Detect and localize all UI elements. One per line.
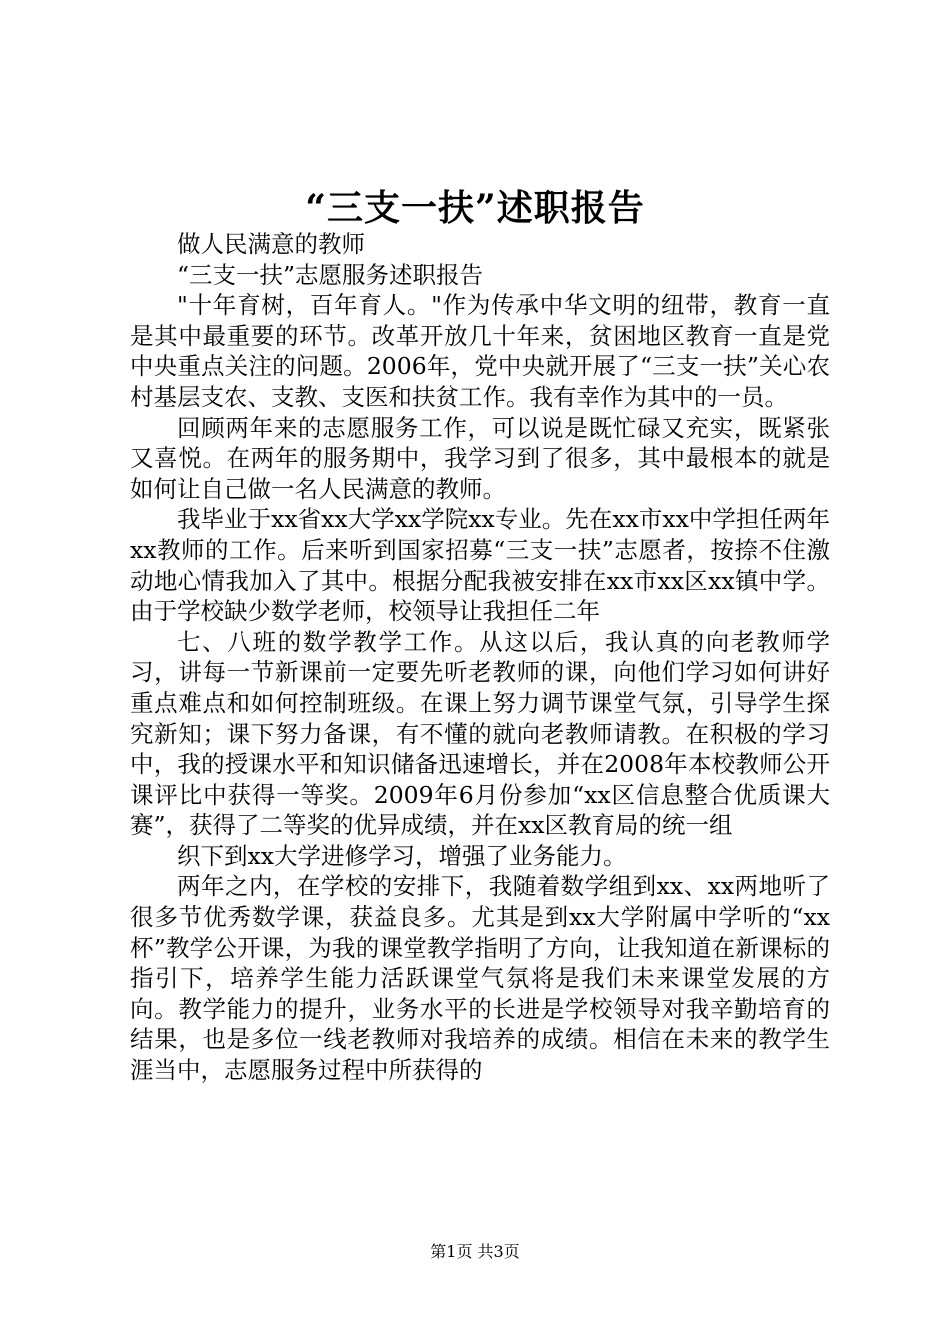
- paragraph-subtitle: 做人民满意的教师: [177, 230, 365, 258]
- paragraph-background: 我毕业于xx省xx大学xx学院xx专业。先在xx市xx中学担任两年xx教师的工作。后来听到国家招募“三支一扶”志愿者，按捺不住激动地心情我加入了其中。根据分配我被安排在xx市xx区xx镇中学。由于学校缺少数学老师，校领导让我担任二年: [130, 505, 830, 626]
- document-body: [130, 229, 830, 1086]
- paragraph-teaching: 七、八班的数学教学工作。从这以后，我认真的向老教师学习，讲每一节新课前一定要先听老教师的课，向他们学习如何讲好重点难点和如何控制班级。在课上努力调节课堂气氛，引导学生探究新知；课下努力备课，有不懂的就向老教师请教。在积极的学习中，我的授课水平和知识储备迅速增长，并在2008年本校教师公开课评比中获得一等奖。2009年6月份参加“xx区信息整合优质课大赛”，获得了二等奖的优异成绩，并在xx区教育局的统一组: [130, 627, 830, 840]
- paragraph-review: 回顾两年来的志愿服务工作，可以说是既忙碌又充实，既紧张又喜悦。在两年的服务期中，我学习到了很多，其中最根本的就是如何让自己做一名人民满意的教师。: [130, 413, 830, 503]
- document-title: “三支一扶”述职报告: [305, 187, 645, 229]
- paragraph-intro: "十年育树，百年育人。"作为传承中华文明的纽带，教育一直是其中最重要的环节。改革开放几十年来，贫困地区教育一直是党中央重点关注的问题。2006年，党中央就开展了“三支一扶”关心农村基层支农、支教、支医和扶贫工作。我有幸作为其中的一员。: [130, 291, 830, 411]
- paragraph-study: 织下到xx大学进修学习，增强了业务能力。: [177, 841, 627, 870]
- paragraph-growth: 两年之内，在学校的安排下，我随着数学组到xx、xx两地听了很多节优秀数学课，获益良多。尤其是到xx大学附属中学听的“xx杯”教学公开课，为我的课堂教学指明了方向，让我知道在新课标的指引下，培养学生能力活跃课堂气氛将是我们未来课堂发展的方向。教学能力的提升，业务水平的长进是学校领导对我辛勤培育的结果，也是多位一线老教师对我培养的成绩。相信在未来的教学生涯当中，志愿服务过程中所获得的: [130, 872, 830, 1085]
- paragraph-report-heading: “三支一扶”志愿服务述职报告: [177, 260, 484, 289]
- page-number-footer: 第1页 共3页: [430, 1242, 520, 1261]
